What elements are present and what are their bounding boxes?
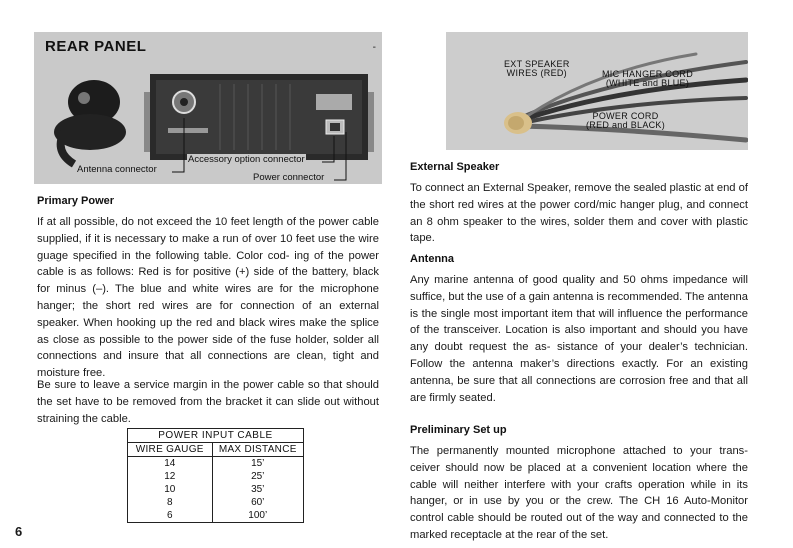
ext-speaker-line1: EXT SPEAKER [504,59,570,69]
gauge-cell: 14 [128,457,212,471]
table-row [128,457,303,471]
col-header-wire-gauge: WIRE GAUGE [128,443,212,457]
gauge-cell: 6 [128,509,212,522]
primary-power-paragraph-2: Be sure to leave a service margin in the power cable so that should the set have to be removed from the bracket it can slide out without straining the cable. [37,379,379,425]
power-connector-label: Power connector [253,172,325,183]
primary-power-paragraph-1: If at all possible, do not exceed the 10 feet length of the power cable supplied, if it is necessary to make a run of over 10 feet use the wire guage specified in the following table. Color cod- ing of the power cable is as follows: Red is for positive (+) side of the battery, black for minus (–). The blue and white wires are for the microphone hanger; the short red wires are for connection of an external speaker. When hooking up the red and black wires make the splice as close as possible to the power side of the fuse holder, solder all connections and insure that all connections are clean, tight and moisture free. [37,216,379,380]
wires-photo [446,32,748,150]
power-cord-line1: POWER CORD [592,111,659,121]
table-caption: POWER INPUT CABLE [128,429,303,443]
accessory-connector-label: Accessory option connector [188,154,305,165]
page-number: 6 [15,524,23,539]
power-cord-line2: (RED and BLACK) [586,120,666,130]
col-header-max-distance: MAX DISTANCE [212,443,303,457]
table-row [128,496,303,509]
table-row [128,470,303,483]
antenna-text: Any marine antenna of good quality and 50 ohms impedance will suffice, but the use of a gain antenna is recommended. The antenna is the single most important item that will influence the performance of the transceiver. Location is also important and should you have any doubt request the as- sistance of your dealer’s technician. Follow the antenna maker’s directions exactly. For an existing antenna, be sure that all connections are corrosion free and that all are firmly seated. [410,274,748,404]
ext-speaker-label [504,60,570,78]
power-cord-label [586,112,665,130]
table-row [128,509,303,522]
distance-cell: 35’ [251,484,265,495]
mic-hanger-line1: MIC HANGER CORD [602,69,694,79]
gauge-cell: 10 [128,483,212,496]
wires-illustration [446,32,748,150]
rear-panel-title: REAR PANEL [45,38,147,55]
gauge-cell: 8 [128,496,212,509]
antenna-heading: Antenna [410,253,454,265]
distance-cell: 15’ [251,458,265,469]
table-row [128,483,303,496]
primary-power-heading: Primary Power [37,195,115,207]
preliminary-setup-text: The permanently mounted microphone attached to your trans- ceiver should now be placed at a convenient location where the cable will neither interfere with your crafts operation while in its hanger, or in use by you or the crew. The CH 16 Auto-Monitor control cable should be routed out of the way and connected to the marked receptacle at the rear of the set. [410,445,748,541]
mic-hanger-line2: (WHITE and BLUE) [605,78,690,88]
title-dash: - [372,42,376,53]
external-speaker-heading: External Speaker [410,161,500,173]
mic-hanger-label [602,70,693,88]
distance-cell: 60’ [251,497,265,508]
distance-cell: 25’ [251,471,265,482]
gauge-cell: 12 [128,470,212,483]
ext-speaker-line2: WIRES (RED) [506,68,567,78]
external-speaker-text: To connect an External Speaker, remove the sealed plastic at end of the short red wires at the power cord/mic hanger plug, and connect an 8 ohm speaker to the wires, solder them and cover with plastic tape. [410,182,748,245]
antenna-connector-label: Antenna connector [77,164,157,175]
rear-panel-photo [34,32,382,184]
preliminary-setup-heading: Preliminary Set up [410,424,507,436]
power-input-cable-table [127,428,304,523]
distance-cell: 100’ [248,510,268,521]
